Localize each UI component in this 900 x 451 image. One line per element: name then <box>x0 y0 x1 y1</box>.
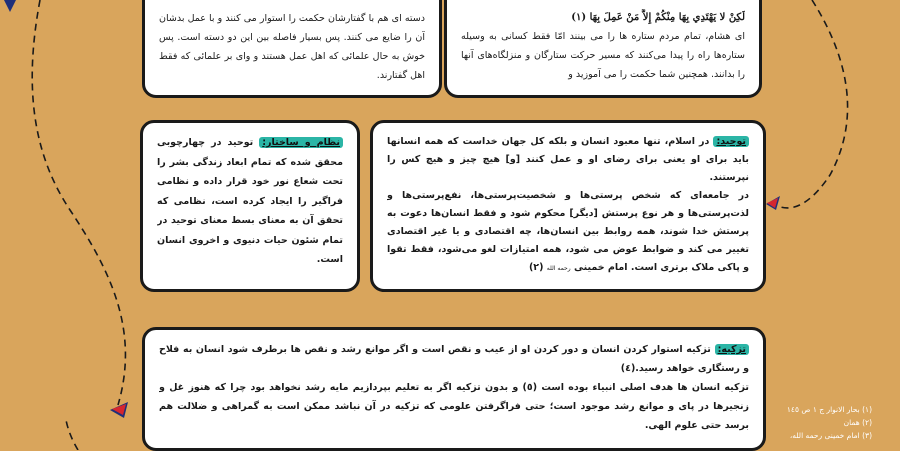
reference-item: (١) بحار الانوار ج ١ ص ١٤٥ <box>786 405 872 414</box>
reference-item: (٢) همان <box>843 418 872 427</box>
tazkiyeh-p1-text: تزکیه استوار کردن انسان و دور کردن او از عیب و نقص است و اگر موانع رشد و نقص ها برطرف شود انسان به فلاح و رستگاری خواهد رسید.(٤) <box>159 344 749 374</box>
nezam-card <box>140 120 360 292</box>
tawhid-citation: (٢) <box>528 262 544 273</box>
references-list <box>742 403 872 442</box>
arabic-hadith-line: لَکِنْ لا یَهْتَدِي بِهَا مِنْكُمْ إِلاَّ مَنْ عَمِلَ بِهَا (١) <box>571 12 745 23</box>
wisdom-practice-card <box>142 0 442 98</box>
dashed-path-right <box>772 0 848 208</box>
tazkiyeh-paragraph-2: تزکیه انسان ها هدف اصلی انبیاء بوده است (٥) و بدون تزکیه اگر به تعلیم بپردازیم مایه رشد نخواهد بود چرا که هنوز غل و زنجیرها در پای و موانع رشد موجود است؛ حتی فراگرفتن علومی که تزکیه در آن نباشد ممکن است به گمراهی و ضلالت هم برسد حتی علوم الهی. <box>159 382 749 431</box>
arrow-icon-top <box>4 0 16 12</box>
nezam-text: توحید در چهارچوبی محقق شده که تمام ابعاد زندگی بشر را تحت شعاع نور خود قرار داده و نظامی فراگیر را ایجاد کرده است، نظامی که تحقق آن به معنای بسط معنای توحید در تمام شئون حیات دنیوی و اخروی انسان است. <box>157 137 343 265</box>
tazkiyeh-paragraph-1 <box>159 340 749 378</box>
tazkiyeh-card <box>142 327 766 451</box>
nezam-tag: نظام و ساختار: <box>259 137 343 148</box>
nezam-paragraph <box>157 133 343 270</box>
tazkiyeh-tag: تزکیه: <box>715 344 749 355</box>
hesham-hadith-card <box>444 0 762 98</box>
tawhid-paragraph-1 <box>387 133 749 187</box>
arrow-icon-left <box>110 402 128 418</box>
arrow-icon-right <box>766 196 780 210</box>
reference-item: (٣) امام خمینی رحمه الله، <box>789 431 872 440</box>
tawhid-tag: توحید: <box>713 136 749 147</box>
tawhid-card <box>370 120 766 292</box>
tawhid-p1-text: در اسلام، تنها معبود انسان و بلکه کل جهان خداست که همه انسانها باید برای او یعنی برای رضای او و عمل کنند [و] هیچ چیز و هیچ کس را نپرستند. <box>387 136 749 183</box>
hadith-translation: ای هشام، تمام مردم ستاره ها را می بینند امّا فقط کسانی به وسیله ستاره‌ها راه را پیدا می‌کنند که مسیر حرکت ستارگان و منزلگاه‌های آنها را بدانند. همچنین شما حکمت را می آموزید و <box>461 31 745 80</box>
honorific: رحمه الله <box>546 265 571 272</box>
tawhid-paragraph-2 <box>387 187 749 278</box>
dashed-path-left <box>32 0 125 405</box>
tawhid-p2-text: در جامعه‌ای که شخص پرستی‌ها و شخصیت‌پرستی‌ها، نفع‌پرستی‌ها و لذت‌پرستی‌ها و هر نوع پرستش [دیگر] محکوم شود و فقط انسان‌ها دعوت به پرستش خدا شوند، همه روابط بین انسان‌ها، چه اقتصادی و یا غیر اقتصادی تغییر می کند و ضوابط عوض می شود، همه امتیازات لغو می‌شود، فقط تقوا و پاکی ملاک برتری است. امام خمینی <box>387 190 749 273</box>
wisdom-practice-text: دسته ای هم با گفتارشان حکمت را استوار می کنند و با عمل بدشان آن را ضایع می کنند. پس بسیار فاصله بین این دو دسته است. پس خوش به حال علمائی که اهل عمل هستند و وای بر علمائی که فقط اهل گفتارند. <box>159 13 425 81</box>
dashed-path-bottom-left <box>66 420 78 450</box>
